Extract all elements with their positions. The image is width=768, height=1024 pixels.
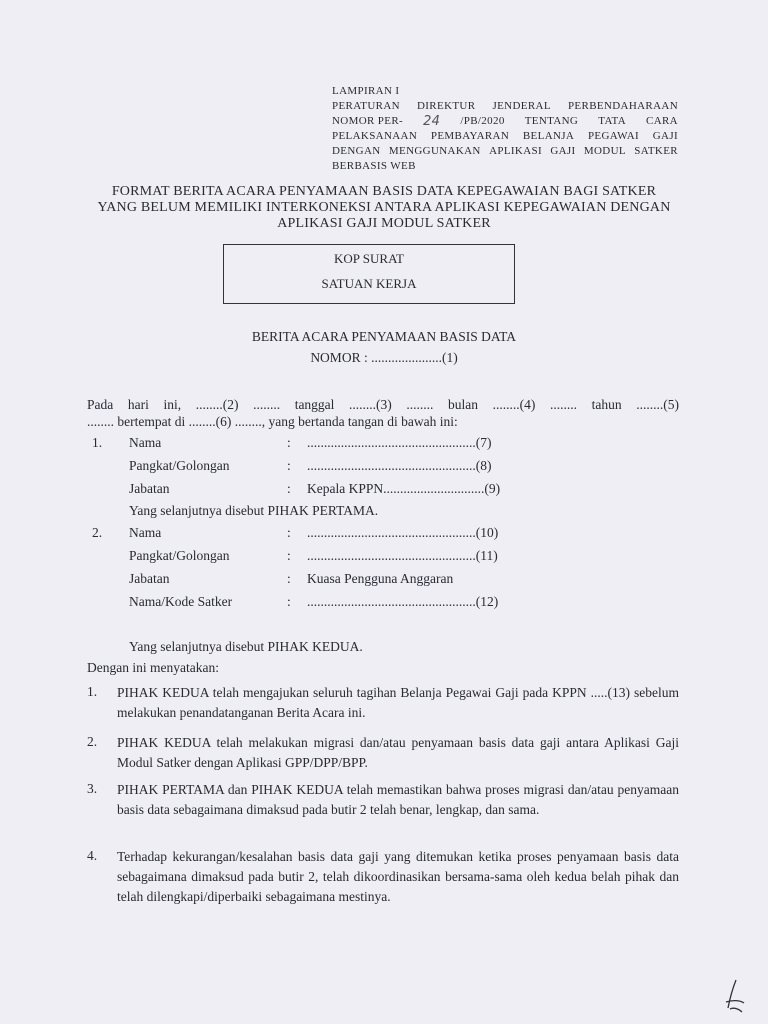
- berita-acara-heading: BERITA ACARA PENYAMAAN BASIS DATA: [251, 329, 517, 344]
- statement-1-number: 1.: [87, 684, 98, 699]
- party-2-satker-value: ..................................................(12): [307, 594, 499, 609]
- statement-3-text: PIHAK PERTAMA dan PIHAK KEDUA telah memastikan bahwa proses migrasi dan/atau penyamaan basis data sebagaimana dimaksud pada butir 2 telah benar, lengkap, dan sama.: [117, 782, 679, 817]
- opening-line-2: ........ bertempat di ........(6) ........, yang bertanda tangan di bawah ini:: [87, 414, 458, 429]
- party-1-name-colon: :: [287, 435, 291, 450]
- party-2-rank-value: ..................................................(11): [307, 548, 498, 563]
- party-2-satker-colon: :: [287, 594, 291, 609]
- statement-2-number: 2.: [87, 734, 98, 749]
- party-1-note: Yang selanjutnya disebut PIHAK PERTAMA.: [129, 503, 379, 518]
- party-1-rank-colon: :: [287, 458, 291, 473]
- party-2-position-colon: :: [287, 571, 291, 586]
- party-1-position-colon: :: [287, 481, 291, 496]
- party-2-rank-colon: :: [287, 548, 291, 563]
- party-1-number: 1.: [92, 435, 103, 450]
- party-2-name-label: Nama: [129, 525, 162, 540]
- party-2-name-colon: :: [287, 525, 291, 540]
- kop-surat-label: KOP SURAT: [334, 251, 404, 266]
- party-1-rank-label: Pangkat/Golongan: [129, 458, 230, 473]
- statement-1-text: PIHAK KEDUA telah mengajukan seluruh tagihan Belanja Pegawai Gaji pada KPPN .....(13) sebelum melakukan penandatanganan Berita Acara ini.: [117, 685, 679, 720]
- party-2-number: 2.: [92, 525, 103, 540]
- party-2-note: Yang selanjutnya disebut PIHAK KEDUA.: [129, 639, 363, 654]
- satuan-kerja-label: SATUAN KERJA: [321, 276, 417, 291]
- nomor-line: NOMOR : .....................(1): [310, 350, 458, 365]
- opening-line-1: Pada hari ini, ........(2) ........ tanggal ........(3) ........ bulan ........(4) ........ tahun ........(5): [87, 397, 679, 412]
- handwritten-number: 24: [423, 114, 441, 129]
- party-1-name-label: Nama: [129, 435, 162, 450]
- party-1-position-value: Kepala KPPN..............................(9): [307, 481, 501, 496]
- lampiran-line-3: NOMOR PER- 24 /PB/2020 TENTANG TATA CARA: [332, 114, 678, 129]
- party-2-satker-label: Nama/Kode Satker: [129, 594, 233, 609]
- lampiran-line-5: DENGAN MENGGUNAKAN APLIKASI GAJI MODUL SATKER: [332, 145, 678, 157]
- party-2-rank-label: Pangkat/Golongan: [129, 548, 230, 563]
- lampiran-title: LAMPIRAN I: [332, 85, 400, 97]
- document-title: FORMAT BERITA ACARA PENYAMAAN BASIS DATA KEPEGAWAIAN BAGI SATKER YANG BELUM MEMILIKI INTERKONEKSI ANTARA APLIKASI KEPEGAWAIAN DENGAN APLIKASI GAJI MODUL SATKER: [97, 184, 671, 231]
- lampiran-block: [332, 84, 678, 174]
- party-1-position-label: Jabatan: [129, 481, 170, 496]
- party-2-position-label: Jabatan: [129, 571, 170, 586]
- lampiran-line-6: BERBASIS WEB: [332, 160, 416, 172]
- statement-2-text: PIHAK KEDUA telah melakukan migrasi dan/atau penyamaan basis data gaji antara Aplikasi Gaji Modul Satker dengan Aplikasi GPP/DPP/BPP.: [117, 735, 679, 770]
- statement-intro: Dengan ini menyatakan:: [87, 660, 219, 675]
- lampiran-line-2: PERATURAN DIREKTUR JENDERAL PERBENDAHARAAN: [332, 100, 678, 112]
- statement-3-number: 3.: [87, 781, 98, 796]
- statement-4-text: Terhadap kekurangan/kesalahan basis data gaji yang ditemukan ketika proses penyamaan basis data sebagaimana dimaksud pada butir 2, telah dikoordinasikan bersama-sama oleh kedua belah pihak dan telah dilengkapi/diperbaiki sebagaimana mestinya.: [117, 849, 679, 904]
- party-2-name-value: ..................................................(10): [307, 525, 499, 540]
- party-1-name-value: ..................................................(7): [307, 435, 492, 450]
- party-1-rank-value: ..................................................(8): [307, 458, 492, 473]
- party-2-position-value: Kuasa Pengguna Anggaran: [307, 571, 454, 586]
- lampiran-line-4: PELAKSANAAN PEMBAYARAN BELANJA PEGAWAI GAJI: [332, 130, 678, 142]
- statement-4-number: 4.: [87, 848, 98, 863]
- initial-signature-icon: [722, 978, 746, 1014]
- letterhead-box: [223, 244, 515, 304]
